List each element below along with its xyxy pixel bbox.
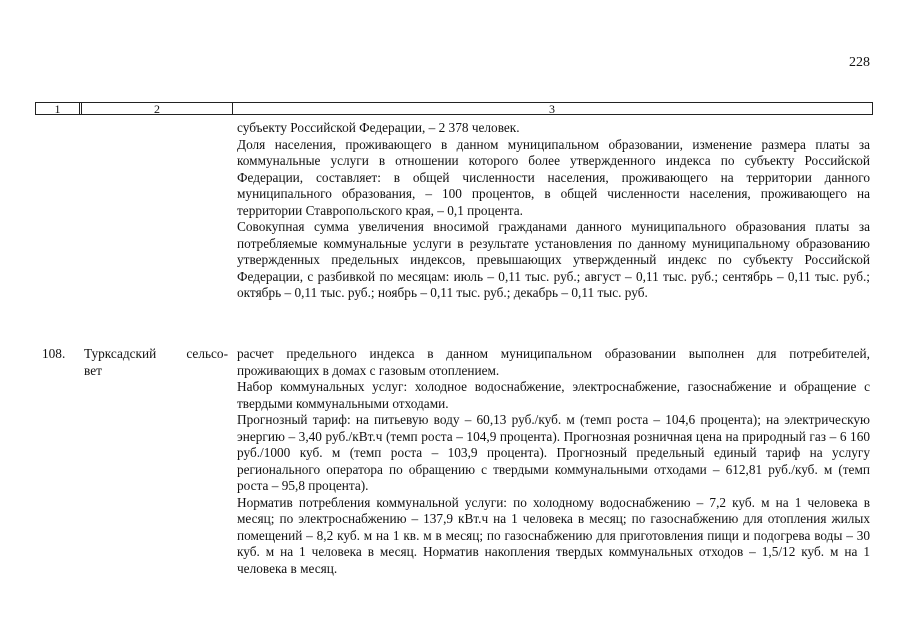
entry-number: 108. <box>42 346 66 361</box>
page-number: 228 <box>849 55 870 70</box>
continuation-paragraph: Совокупная сумма увеличения вносимой гражданами данного муниципального образования платы за потребляемые коммунальные услуги в результате установления по данному муниципальному образованию утвержденных предельных индексов, превышающих утвержденный индекс по субъекту Российской Федерации, с разбивкой по месяцам: июль – 0,11 тыс. руб.; август – 0,11 тыс. руб.; сентябрь – 0,11 тыс. руб.; октябрь – 0,11 тыс. руб.; ноябрь – 0,11 тыс. руб.; декабрь – 0,11 тыс. руб. <box>237 219 870 300</box>
entry-paragraph: Набор коммунальных услуг: холодное водоснабжение, электроснабжение, газоснабжение и обращение с твердыми коммунальными отходами. <box>237 379 870 411</box>
municipality-name <box>84 346 228 379</box>
entry-paragraph: Норматив потребления коммунальной услуги: по холодному водоснабжению – 7,2 куб. м на 1 человека в месяц; по электроснабжению – 137,9 кВт.ч на 1 человека в месяц; по газоснабжению для отопления жилых помещений – 8,2 куб. м на 1 кв. м в месяц; по газоснабжению для приготовления пищи и подогрева воды – 30 куб. м на 1 человека в месяц. Норматив накопления твердых коммунальных отходов – 1,5/12 куб. м на 1 человека в месяц. <box>237 494 870 576</box>
entry-paragraph: Прогнозный тариф: на питьевую воду – 60,13 руб./куб. м (темп роста – 104,6 процента); на электрическую энергию – 3,40 руб./кВт.ч (темп роста – 104,9 процента). Прогнозная розничная цена на природный газ – 6 160 руб./1000 куб. м (темп роста – 103,9 процента). Прогнозный предельный единый тариф на услугу регионального оператора по обращению с твердыми коммунальными отходами – 612,81 руб./куб. м (темп роста – 95,8 процента). <box>237 412 870 493</box>
continuation-paragraph: Доля населения, проживающего в данном муниципальном образовании, изменение размера платы за коммунальные услуги в отношении которого более утвержденного индекса по субъекту Российской Федерации, составляет: в общей численности населения, проживающего на территории данного муниципального образования, – 100 процентов, в общей численности населения, проживающего на территории Ставропольского края, – 0,1 процента. <box>237 136 870 218</box>
column-header-3: 3 <box>549 102 555 116</box>
column-header-2: 2 <box>81 103 233 114</box>
municipality-name-line: Турксадский сельсо- <box>84 346 228 361</box>
column-number-header <box>35 102 873 115</box>
continuation-paragraph: субъекту Российской Федерации, – 2 378 человек. <box>237 120 520 135</box>
column-header-1: 1 <box>36 103 80 114</box>
entry-description <box>237 346 870 577</box>
continuation-text <box>237 120 870 302</box>
municipality-name-line: вет <box>84 362 102 378</box>
entry-paragraph: расчет предельного индекса в данном муниципальном образовании выполнен для потребителей, проживающих в домах с газовым отоплением. <box>237 346 870 378</box>
